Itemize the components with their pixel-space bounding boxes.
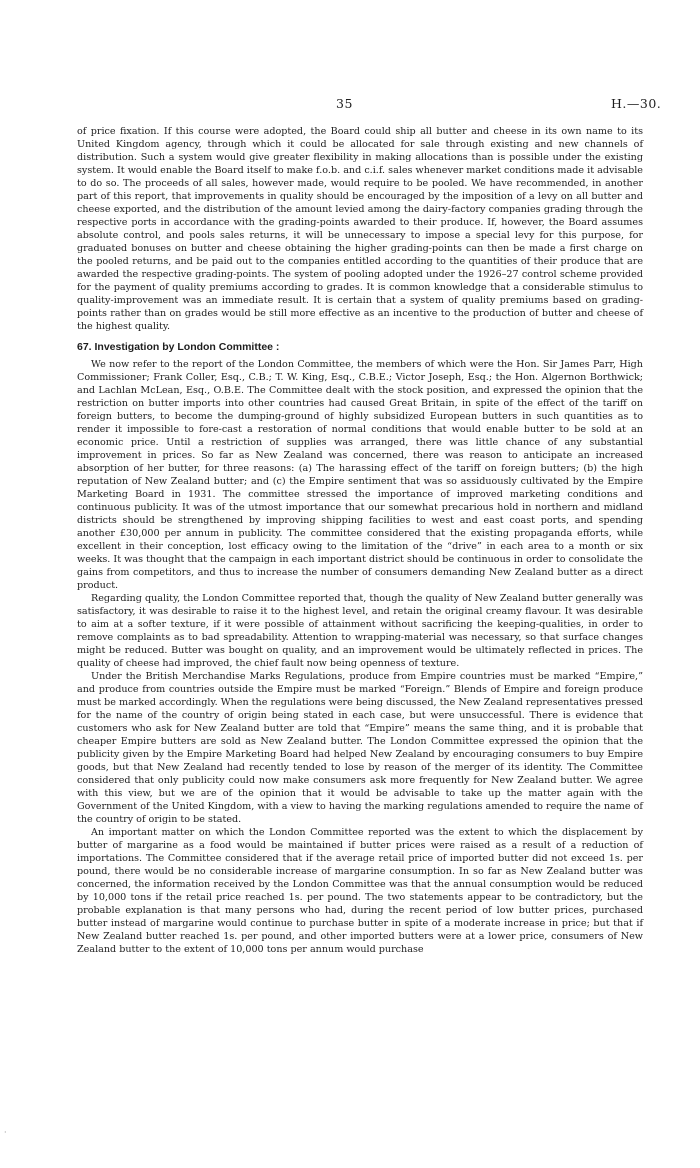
body-text [77,125,643,956]
paragraph-quality: Regarding quality, the London Committee reported that, though the quality of New Zealand butter generally was satisfactory, it was desirable to raise it to the highest level, and retain the original creamy flavour. It was desirable to aim at a softer texture, if it were possible of attainment without sacrificing the keeping-qualities, in order to remove complaints as to bad spreadability. Attention to wrapping-material was necessary, so that surface changes might be reduced. Butter was bought on quality, and an improvement would be ultimately reflected in prices. The quality of cheese had improved, the chief fault now being openness of texture. [77,593,643,669]
page-number: 35 [336,96,353,111]
paragraph-price-fixation: of price fixation. If this course were adopted, the Board could ship all butter and cheese in its own name to its United Kingdom agency, through which it could be allocated for sale through existing and new channels of distribution. Such a system would give greater flexibility in making allocations than is possible under the existing system. It would enable the Board itself to make f.o.b. and c.i.f. sales whenever market conditions made it advisable to do so. The proceeds of all sales, however made, would require to be pooled. We have recommended, in another part of this report, that improvements in quality should be encouraged by the imposition of a levy on all butter and cheese exported, and the distribution of the amount levied among the dairy-factory companies grading through the respective ports in accordance with the grading-points awarded to their produce. If, however, the Board assumes absolute control, and pools sales returns, it will be unnecessary to impose a special levy for this purpose, for graduated bonuses on butter and cheese obtaining the higher grading-points can then be made a first charge on the pooled returns, and be paid out to the companies entitled according to the quantities of their produce that are awarded the respective grading-points. The system of pooling adopted under the 1926–27 control scheme provided for the payment of quality premiums according to grades. It is common knowledge that a considerable stimulus to quality-improvement was an immediate result. It is certain that a system of quality premiums based on grading-points rather than on grades would be still more effective as an incentive to the production of butter and cheese of the highest quality. [77,126,643,332]
paragraph-merchandise-marks: Under the British Merchandise Marks Regulations, produce from Empire countries must be marked “Empire,” and produce from countries outside the Empire must be marked “Foreign.” Blends of Empire and foreign produce must be marked accordingly. When the regulations were being discussed, the New Zealand representatives pressed for the name of the country of origin being stated in each case, but were unsuccessful. There is evidence that customers who ask for New Zealand butter are told that “Empire” means the same thing, and it is probable that cheaper Empire butters are sold as New Zealand butter. The London Committee expressed the opinion that the publicity given by the Empire Marketing Board had helped New Zealand by encouraging consumers to buy Empire goods, but that New Zealand had recently tended to lose by reason of the merger of its identity. The Committee considered that only publicity could now make consumers ask more frequently for New Zealand butter. We agree with this view, but we are of the opinion that it would be advisable to take up the matter again with the Government of the United Kingdom, with a view to having the marking regulations amended to require the name of the country of origin to be stated. [77,671,643,825]
paragraph-margarine: An important matter on which the London Committee reported was the extent to which the displacement by butter of margarine as a food would be maintained if butter prices were raised as a result of a reduction of importations. The Committee considered that if the average retail price of imported butter did not exceed 1s. per pound, there would be no considerable increase of margarine consumption. In so far as New Zealand butter was concerned, the information received by the London Committee was that the annual consumption would be reduced by 10,000 tons if the retail price reached 1s. per pound. The two statements appear to be contradictory, but the probable explanation is that many persons who had, during the recent period of low butter prices, purchased butter instead of margarine would continue to purchase butter in spite of a moderate increase in price; but that if New Zealand butter reached 1s. per pound, and other imported butters were at a lower price, consumers of New Zealand butter to the extent of 10,000 tons per annum would purchase [77,827,643,955]
section-heading: 67. Investigation by London Committee : [77,341,280,353]
paragraph-london-committee: We now refer to the report of the London Committee, the members of which were the Hon. Sir James Parr, High Commissioner; Frank Coller, Esq., C.B.; T. W. King, Esq., C.B.E.; Victor Joseph, Esq.; the Hon. Algernon Borthwick; and Lachlan McLean, Esq., O.B.E. The Committee dealt with the stock position, and expressed the opinion that the restriction on butter imports into other countries had caused Great Britain, in spite of the effect of the tariff on foreign butters, to become the dumping-ground of highly subsidized European butters in such quantities as to render it impossible to fore-cast a restoration of normal conditions that would enable butter to be sold at an economic price. Until a restriction of supplies was arranged, there was little chance of any substantial improvement in prices. So far as New Zealand was concerned, there was reason to anticipate an increased absorption of her butter, for three reasons: (a) The harassing effect of the tariff on foreign butters; (b) the high reputation of New Zealand butter; and (c) the Empire sentiment that was so assiduously cultivated by the Empire Marketing Board in 1931. The committee stressed the importance of improved marketing conditions and continuous publicity. It was of the utmost importance that our somewhat precarious hold in northern and midland districts should be strengthened by improving shipping facilities to west and east coast ports, and spending another £30,000 per annum in publicity. The committee considered that the existing propaganda efforts, while excellent in their conception, lost efficacy owing to the limitation of the “drive” in each area to a month or six weeks. It was thought that the campaign in each important district should be continuous in order to consolidate the gains from competitors, and thus to increase the number of consumers demanding New Zealand butter as a direct product. [77,359,643,591]
margin-mark: · [4,1128,7,1137]
document-reference: H.—30. [611,96,662,111]
